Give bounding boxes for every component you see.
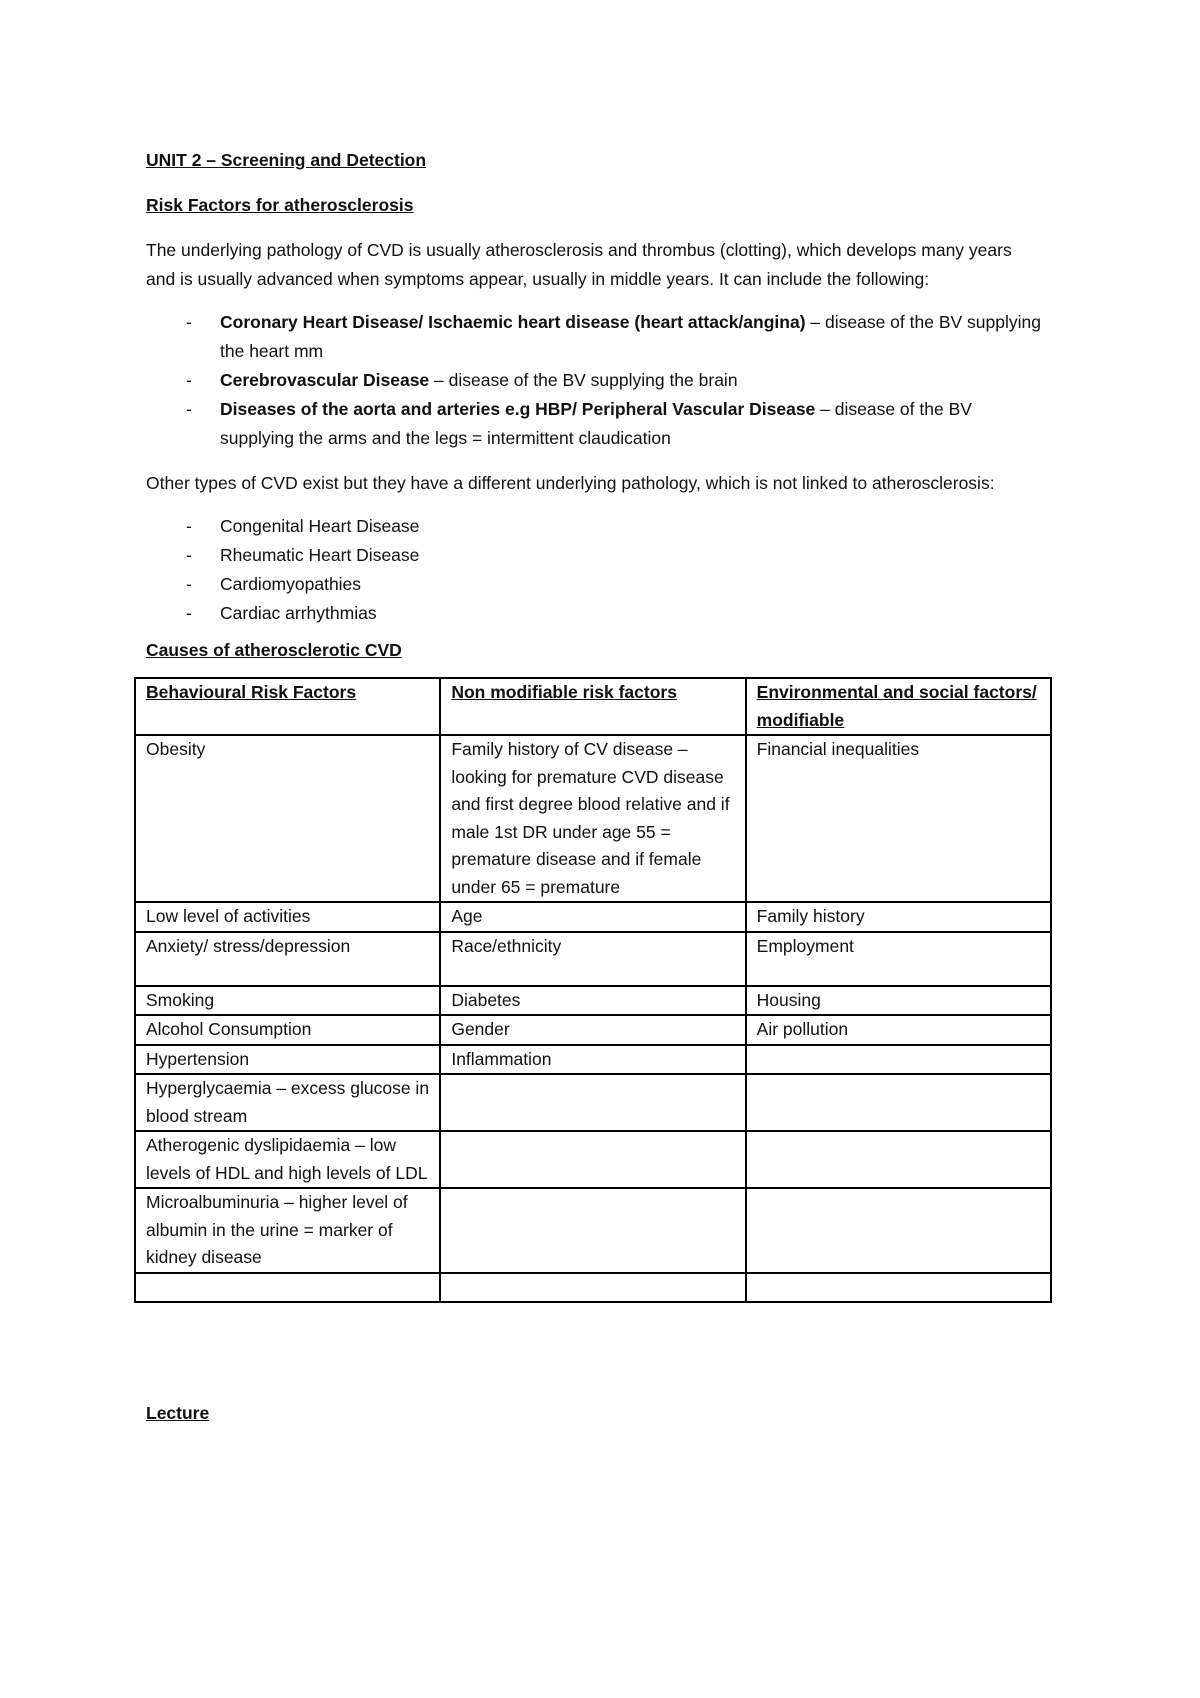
table-row [135, 735, 1051, 902]
table-cell [746, 1188, 1051, 1273]
list-item: - Cardiomyopathies [146, 570, 1046, 599]
page-title: UNIT 2 – Screening and Detection [146, 150, 427, 170]
table-cell [440, 1273, 745, 1302]
table-cell: Race/ethnicity [440, 932, 745, 986]
table-cell: Family history [746, 902, 1051, 932]
table-cell: Family history of CV disease – looking for premature CVD disease and first degree blood relative and if male 1st DR under age 55 = premature disease and if female under 65 = premature [440, 735, 745, 902]
table-cell: Employment [746, 932, 1051, 986]
table-row [135, 1188, 1051, 1273]
list-item: - Cerebrovascular Disease – disease of the BV supplying the brain [146, 366, 1046, 395]
table-cell: Inflammation [440, 1045, 745, 1075]
table-cell: Hyperglycaemia – excess glucose in blood stream [135, 1074, 440, 1131]
table-row [135, 1015, 1051, 1045]
table-row [135, 986, 1051, 1016]
table-cell [440, 1074, 745, 1131]
table-cell: Smoking [135, 986, 440, 1016]
intro-paragraph: The underlying pathology of CVD is usually atherosclerosis and thrombus (clotting), which develops many years and is usually advanced when symptoms appear, usually in middle years. It can include the following: [146, 240, 1012, 289]
table-row [135, 932, 1051, 986]
table-cell: Hypertension [135, 1045, 440, 1075]
causes-heading: Causes of atherosclerotic CVD [146, 640, 402, 660]
table-cell [746, 1131, 1051, 1188]
table-cell: Housing [746, 986, 1051, 1016]
table-cell [440, 1188, 745, 1273]
table-cell [440, 1131, 745, 1188]
table-cell: Anxiety/ stress/depression [135, 932, 440, 986]
list-item: - Congenital Heart Disease [146, 512, 1046, 541]
table-cell: Atherogenic dyslipidaemia – low levels of HDL and high levels of LDL [135, 1131, 440, 1188]
table-row [135, 1074, 1051, 1131]
table-cell [746, 1273, 1051, 1302]
other-cvd-list [146, 512, 1046, 628]
table-cell: Age [440, 902, 745, 932]
list-item: - Cardiac arrhythmias [146, 599, 1046, 628]
table-cell: Air pollution [746, 1015, 1051, 1045]
table-cell: Low level of activities [135, 902, 440, 932]
lecture-heading: Lecture [146, 1402, 210, 1423]
table-cell: Obesity [135, 735, 440, 902]
risk-factors-heading: Risk Factors for atherosclerosis [146, 195, 414, 215]
column-header: Behavioural Risk Factors [135, 678, 440, 735]
column-header: Environmental and social factors/ modifiable [746, 678, 1051, 735]
table-row [135, 1273, 1051, 1302]
table-cell: Alcohol Consumption [135, 1015, 440, 1045]
other-types-paragraph: Other types of CVD exist but they have a different underlying pathology, which is not linked to atherosclerosis: [146, 473, 995, 493]
table-cell: Gender [440, 1015, 745, 1045]
list-item: - Diseases of the aorta and arteries e.g HBP/ Peripheral Vascular Disease – disease of the BV supplying the arms and the legs = intermittent claudication [146, 395, 1046, 453]
table-cell [746, 1074, 1051, 1131]
risk-factor-table [134, 677, 1052, 1303]
table-cell: Diabetes [440, 986, 745, 1016]
table-row [135, 902, 1051, 932]
table-cell: Financial inequalities [746, 735, 1051, 902]
table-row [135, 1045, 1051, 1075]
list-item: - Rheumatic Heart Disease [146, 541, 1046, 570]
table-row [135, 1131, 1051, 1188]
table-cell [135, 1273, 440, 1302]
cvd-list [146, 308, 1046, 453]
list-item: - Coronary Heart Disease/ Ischaemic heart disease (heart attack/angina) – disease of the BV supplying the heart mm [146, 308, 1046, 366]
document-page [146, 146, 1046, 1428]
table-header-row [135, 678, 1051, 735]
column-header: Non modifiable risk factors [440, 678, 745, 735]
table-cell [746, 1045, 1051, 1075]
table-cell: Microalbuminuria – higher level of albumin in the urine = marker of kidney disease [135, 1188, 440, 1273]
